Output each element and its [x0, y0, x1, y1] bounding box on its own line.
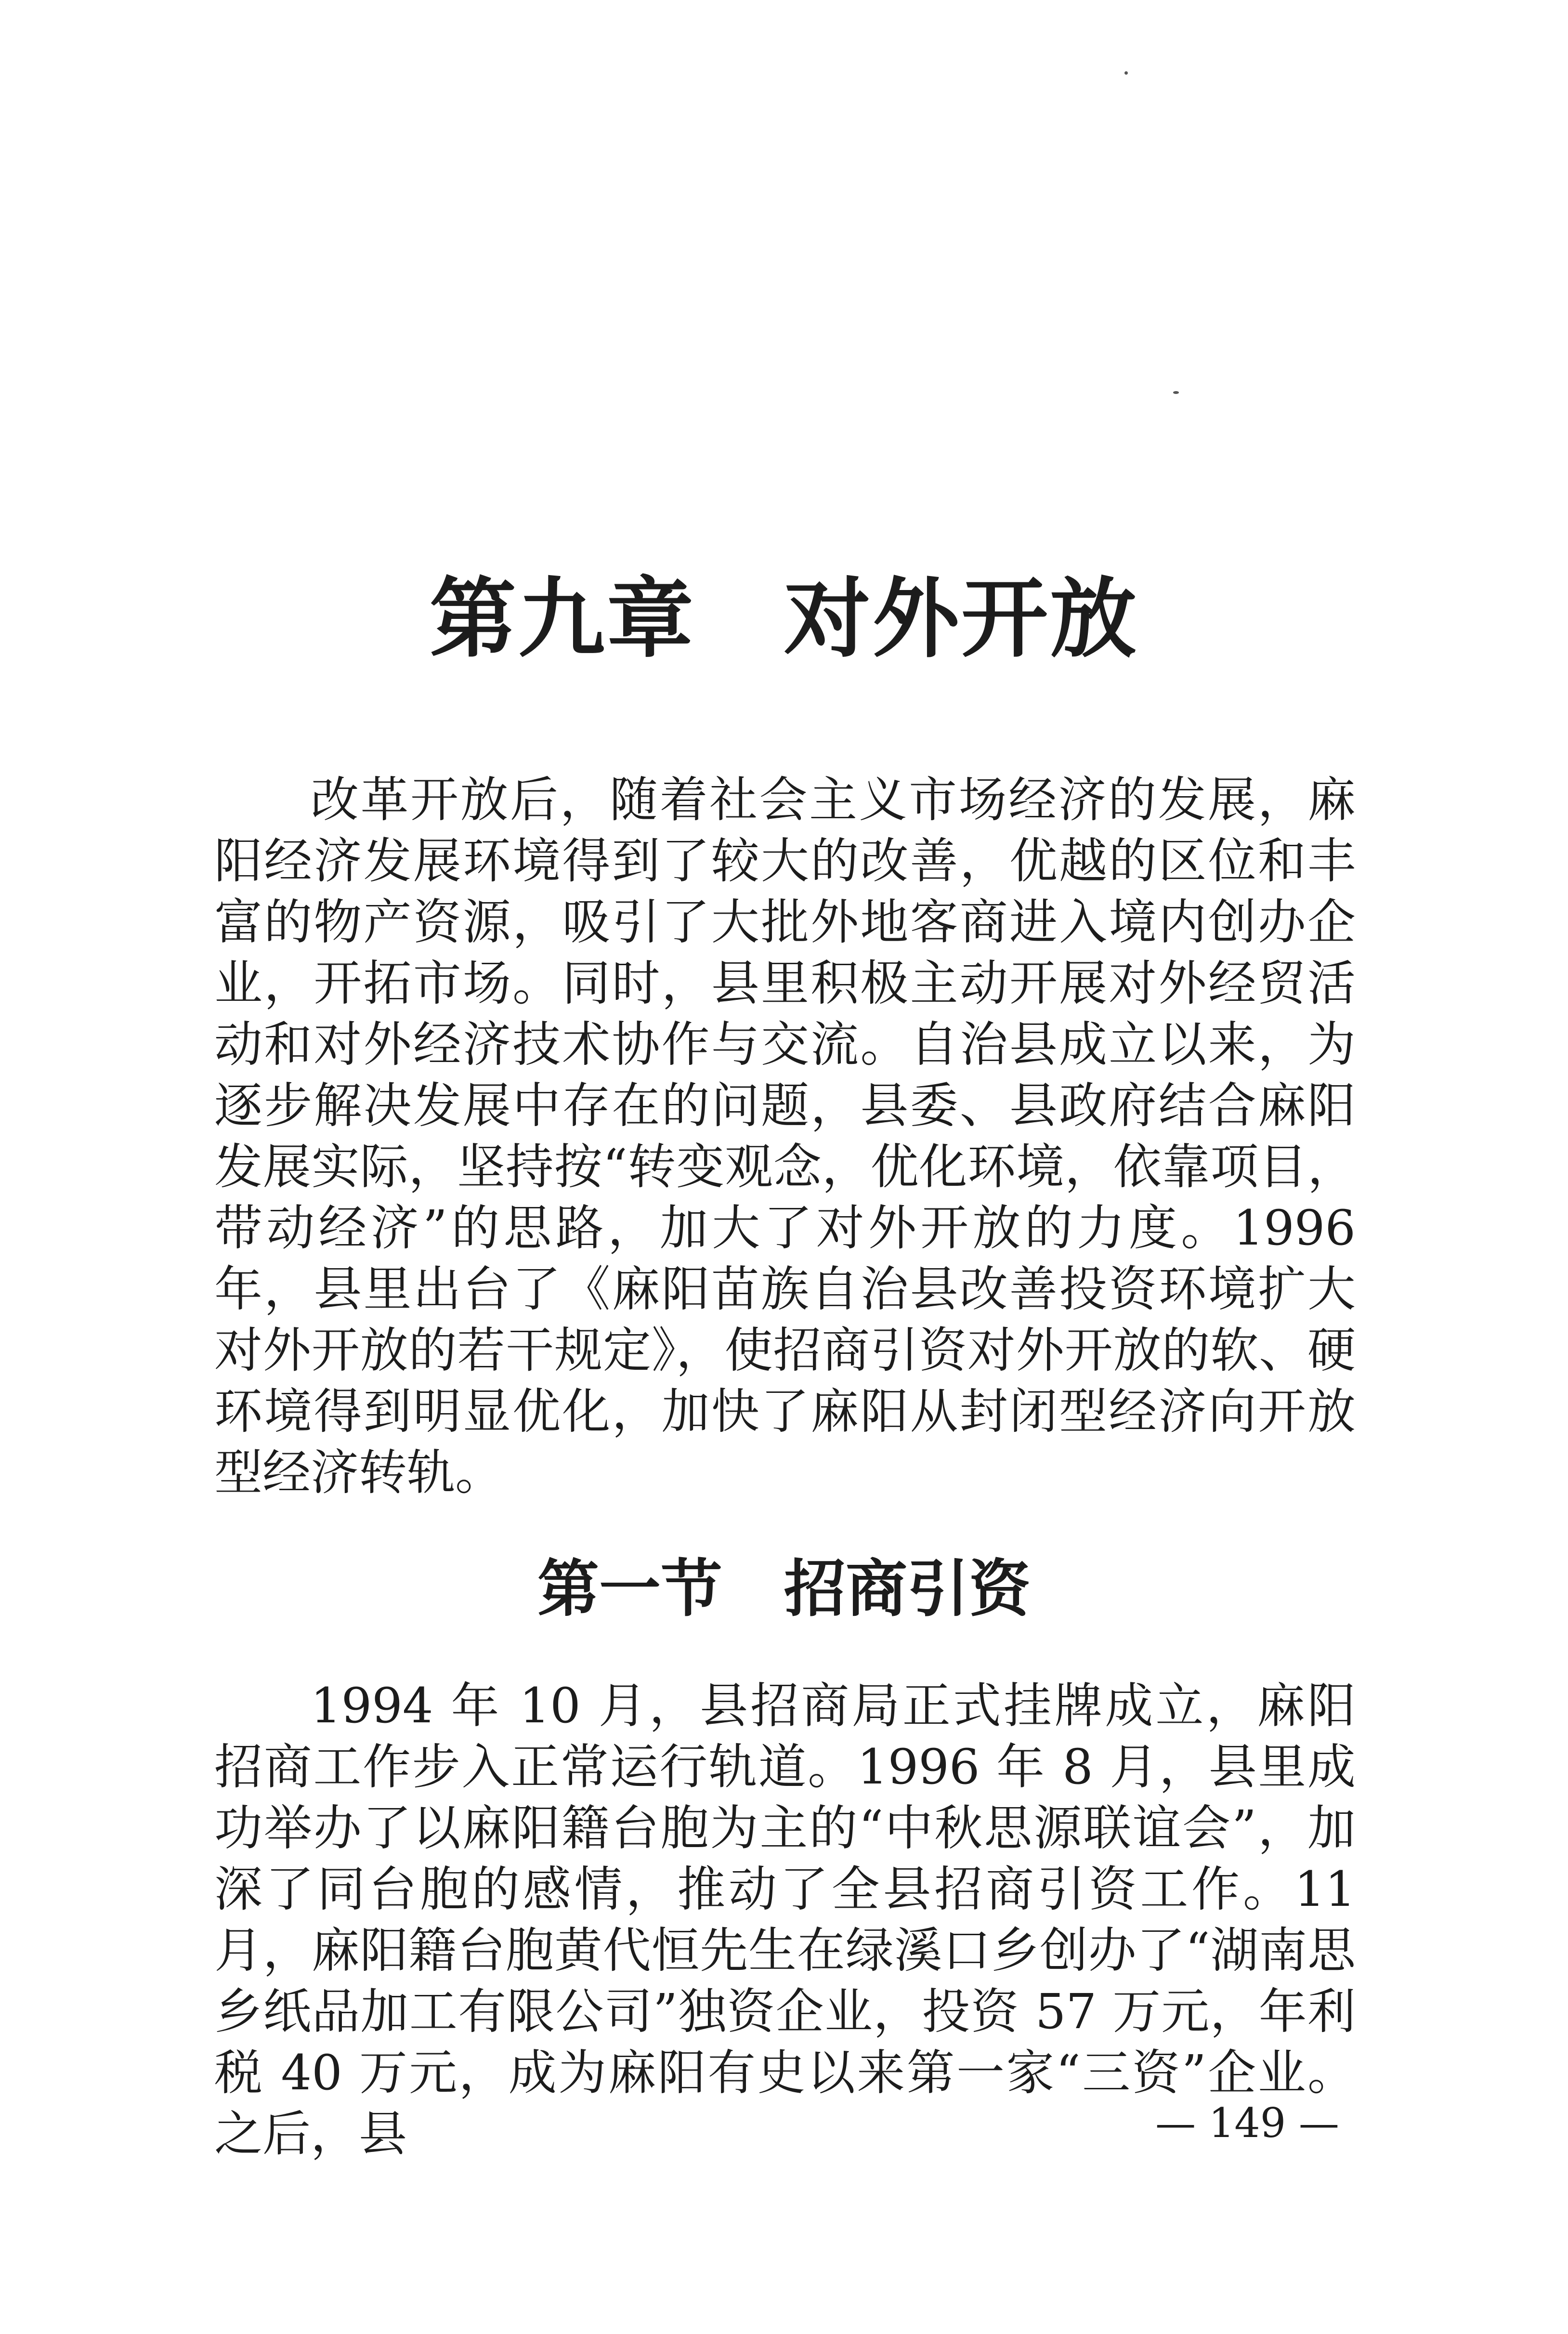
intro-paragraph: 改革开放后，随着社会主义市场经济的发展，麻阳经济发展环境得到了较大的改善，优越的区位和丰富的物产资源，吸引了大批外地客商进入境内创办企业，开拓市场。同时，县里积极主动开展对外经贸活动和对外经济技术协作与交流。自治县成立以来，为逐步解决发展中存在的问题，县委、县政府结合麻阳发展实际，坚持按“转变观念，优化环境，依靠项目，带动经济”的思路，加大了对外开放的力度。1996 年，县里出台了《麻阳苗族自治县改善投资环境扩大对外开放的若干规定》，使招商引资对外开放的软、硬环境得到明显优化，加快了麻阳从封闭型经济向开放型经济转轨。 — [214, 772, 1356, 1501]
scan-speck — [1124, 71, 1128, 75]
page-number: — 149 — — [1155, 2099, 1339, 2147]
section-paragraph: 1994 年 10 月，县招商局正式挂牌成立，麻阳招商工作步入正常运行轨道。1996 年 8 月，县里成功举办了以麻阳籍台胞为主的“中秋思源联谊会”，加深了同台胞的感情，推动了全县招商引资工作。11 月，麻阳籍台胞黄代恒先生在绿溪口乡创办了“湖南思乡纸品加工有限公司”独资企业，投资 57 万元，年利税 40 万元，成为麻阳有史以来第一家“三资”企业。之后，县 — [214, 1678, 1356, 2162]
section-title: 第一节 招商引资 — [537, 1553, 1031, 1625]
scan-speck — [1173, 391, 1179, 394]
chapter-title: 第九章 对外开放 — [429, 568, 1138, 669]
